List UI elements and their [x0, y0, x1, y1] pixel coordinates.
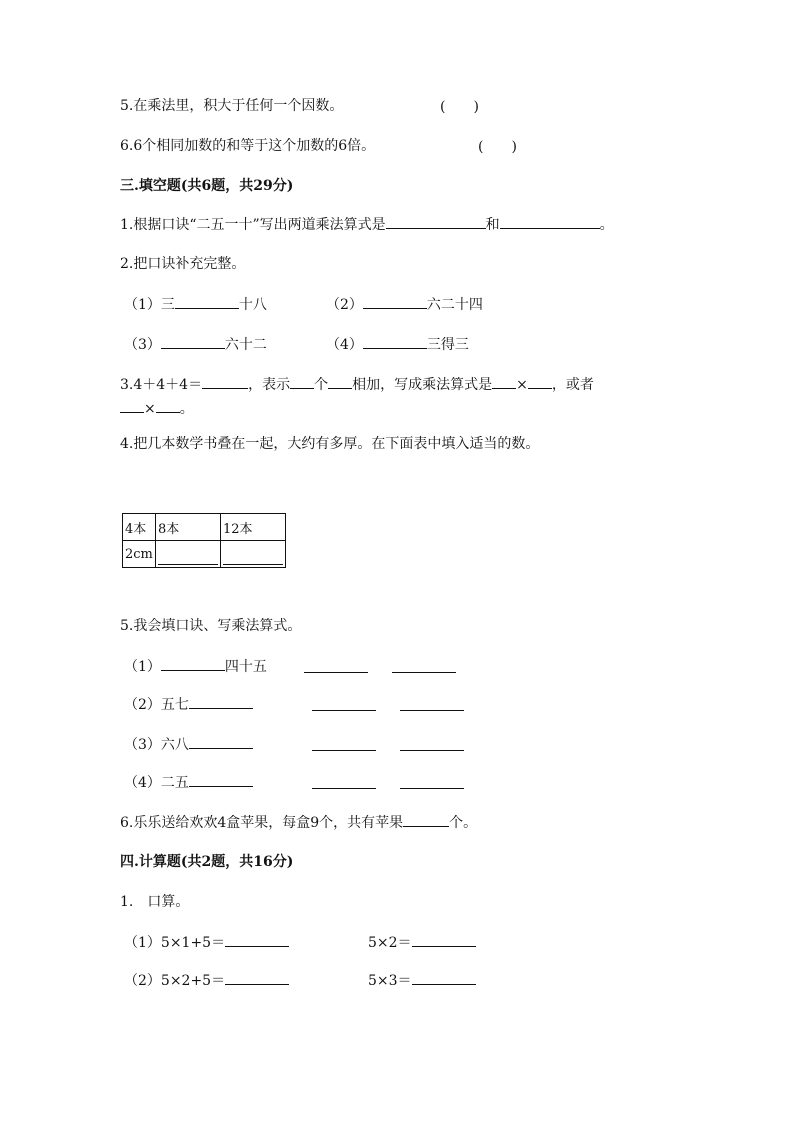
fill-q5-item-2-label: （2）五七	[124, 697, 189, 713]
table-cell-4-books: 4本	[123, 514, 156, 541]
judge-q6-answer-paren[interactable]: ( )	[478, 139, 517, 155]
fill-q5-item-3-blank[interactable]	[189, 734, 253, 749]
fill-q2-item-4-suffix: 三得三	[426, 337, 469, 353]
fill-q5-item-1-label: （1）	[124, 659, 161, 675]
fill-q5-item-4	[124, 772, 253, 793]
fill-q3-blank-addend[interactable]	[328, 374, 352, 389]
fill-q3-times-1: ×	[516, 377, 528, 393]
fill-q5-item-4-formula-2[interactable]	[400, 774, 464, 789]
fill-q2-item-1	[124, 294, 267, 315]
fill-q2-item-2-blank[interactable]	[363, 294, 427, 309]
fill-q2-item-4-label: （4）	[326, 337, 363, 353]
calc-item-4	[368, 970, 476, 991]
fill-q2-item-2	[326, 294, 483, 315]
fill-q2: 2.把口诀补充完整。	[120, 256, 246, 272]
calc-item-2	[368, 932, 476, 953]
fill-q2-item-2-suffix: 六二十四	[426, 297, 483, 313]
fill-q3-blank-factor-3[interactable]	[120, 398, 144, 413]
calc-item-3-expr: （2）5×2+5＝	[124, 973, 226, 989]
fill-q3-blank-factor-1[interactable]	[492, 374, 516, 389]
calc-item-2-expr: 5×2＝	[368, 935, 412, 951]
fill-q3-blank-factor-2[interactable]	[528, 374, 552, 389]
fill-q3-text-4: ，或者	[551, 377, 594, 393]
fill-q5-item-3-formula-1[interactable]	[312, 736, 376, 751]
fill-q2-item-2-label: （2）	[326, 297, 363, 313]
calc-item-3	[124, 970, 289, 991]
fill-q3-expr: 3.4＋4＋4＝	[120, 377, 203, 393]
fill-q5-item-1-suffix: 四十五	[224, 659, 267, 675]
fill-q6-prefix: 6.乐乐送给欢欢4盒苹果，每盒9个，共有苹果	[120, 815, 404, 831]
fill-q3-times-2: ×	[144, 401, 156, 417]
fill-q3-blank-count[interactable]	[290, 374, 314, 389]
fill-q2-item-3-label: （3）	[124, 337, 161, 353]
fill-q3-blank-sum[interactable]	[202, 374, 248, 389]
fill-q5-item-4-formula-1[interactable]	[312, 774, 376, 789]
fill-q2-item-4-blank[interactable]	[363, 334, 427, 349]
fill-q2-item-3-blank[interactable]	[161, 334, 225, 349]
judge-q6: 6.6个相同加数的和等于这个加数的6倍。	[120, 138, 376, 154]
fill-q5-item-3-formula-2[interactable]	[400, 736, 464, 751]
fill-q3-line-1	[120, 374, 594, 395]
fill-q2-item-3	[124, 334, 267, 355]
fill-q5-item-2-blank[interactable]	[189, 694, 253, 709]
thickness-table	[122, 513, 286, 568]
judge-q5: 5.在乘法里，积大于任何一个因数。	[120, 98, 344, 114]
calc-item-2-blank[interactable]	[412, 932, 476, 947]
fill-q3-line-2	[120, 398, 194, 419]
fill-q3-text-2: 个	[314, 377, 329, 393]
calc-item-4-blank[interactable]	[412, 970, 476, 985]
table-cell-2cm: 2cm	[123, 541, 156, 568]
fill-q5-item-1-blank[interactable]	[161, 656, 225, 671]
table-row-thickness	[123, 541, 286, 568]
fill-q6-blank[interactable]	[403, 812, 449, 827]
calc-q1: 1. 口算。	[120, 894, 190, 910]
table-cell-12-books: 12本	[221, 514, 286, 541]
calc-item-4-expr: 5×3＝	[368, 973, 412, 989]
fill-q6	[120, 812, 477, 833]
section4-title: 四.计算题(共2题，共16分)	[120, 854, 294, 870]
fill-q5-item-2-formula-1[interactable]	[312, 696, 376, 711]
fill-q2-item-1-label: （1）三	[124, 297, 175, 313]
table-cell-8-books: 8本	[156, 514, 221, 541]
fill-q5-item-1	[124, 656, 267, 677]
fill-q5-item-4-label: （4）二五	[124, 775, 189, 791]
fill-q1	[120, 214, 614, 235]
judge-q5-answer-paren[interactable]: ( )	[440, 99, 479, 115]
fill-q5-item-4-blank[interactable]	[189, 772, 253, 787]
fill-q2-item-4	[326, 334, 469, 355]
fill-q3-end: 。	[179, 401, 194, 417]
fill-q3-blank-factor-4[interactable]	[156, 398, 180, 413]
calc-item-1	[124, 932, 289, 953]
fill-q5-item-2	[124, 694, 253, 715]
fill-q5-item-3	[124, 734, 253, 755]
fill-q2-item-3-suffix: 六十二	[224, 337, 267, 353]
fill-q1-and: 和	[485, 217, 500, 233]
table-cell-8-books-answer[interactable]	[156, 541, 221, 568]
fill-q3-text-3: 相加，写成乘法算式是	[352, 377, 493, 393]
fill-q5-item-3-label: （3）六八	[124, 737, 189, 753]
fill-q4: 4.把几本数学书叠在一起，大约有多厚。在下面表中填入适当的数。	[120, 436, 540, 452]
fill-q2-item-1-suffix: 十八	[238, 297, 267, 313]
table-row-header	[123, 514, 286, 541]
fill-q5: 5.我会填口诀、写乘法算式。	[120, 618, 302, 634]
table-cell-12-books-answer[interactable]	[221, 541, 286, 568]
calc-item-3-blank[interactable]	[225, 970, 289, 985]
fill-q2-item-1-blank[interactable]	[175, 294, 239, 309]
fill-q1-end: 。	[599, 217, 614, 233]
calc-item-1-blank[interactable]	[225, 932, 289, 947]
fill-q5-item-1-formula-2[interactable]	[392, 658, 456, 673]
fill-q1-blank-2[interactable]	[500, 214, 600, 229]
fill-q5-item-2-formula-2[interactable]	[400, 696, 464, 711]
section3-title: 三.填空题(共6题，共29分)	[120, 178, 294, 194]
fill-q1-prefix: 1.根据口诀“二五一十”写出两道乘法算式是	[120, 217, 386, 233]
calc-item-1-expr: （1）5×1+5＝	[124, 935, 226, 951]
fill-q1-blank-1[interactable]	[386, 214, 486, 229]
fill-q6-suffix: 个。	[449, 815, 478, 831]
fill-q3-text-1: ，表示	[248, 377, 291, 393]
fill-q5-item-1-formula-1[interactable]	[304, 658, 368, 673]
